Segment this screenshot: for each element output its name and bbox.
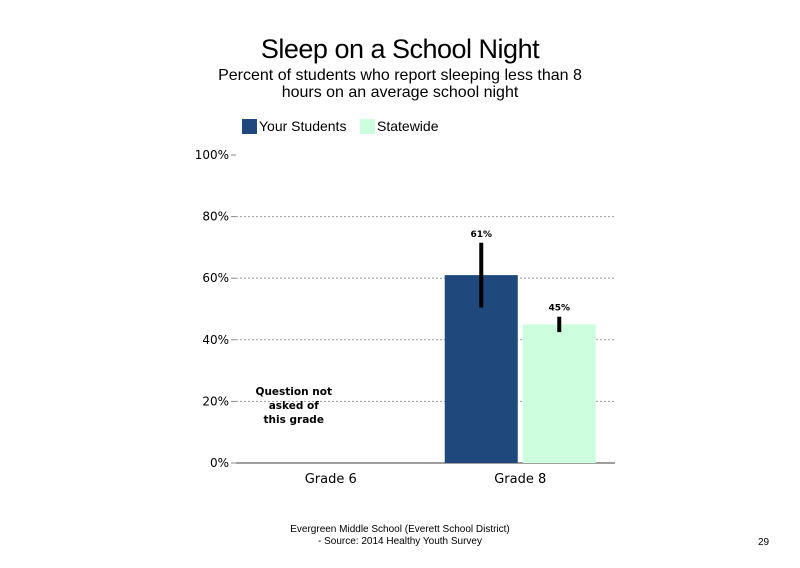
y-tick-label: 20% [202,394,229,409]
y-tick-label: 40% [202,332,229,347]
y-tick-label: 60% [202,271,229,286]
footer-school: Evergreen Middle School (Everett School District) [290,524,510,535]
y-tick-label: 0% [209,456,229,470]
annotation-not-asked: this grade [263,414,324,426]
legend-label-your-students: Your Students [259,118,347,134]
data-label: 45% [548,303,571,314]
footer-survey: - Source: 2014 Healthy Youth Survey [318,536,482,547]
chart-title: Sleep on a School Night [260,34,540,64]
footer-source [200,524,600,548]
x-category-label: Grade 6 [304,472,357,487]
y-tick-label: 100% [194,148,229,162]
legend-label-statewide: Statewide [377,118,439,134]
bar-statewide [523,324,596,463]
annotation-not-asked: asked of [268,400,319,412]
annotation-not-asked: Question not [255,386,332,398]
x-category-label: Grade 8 [494,472,547,487]
data-label: 61% [470,229,493,240]
y-tick-label: 80% [202,209,229,224]
chart-subtitle: Percent of students who report sleeping less than 8 hours on an average school night [218,67,582,101]
page-number: 29 [758,537,770,548]
